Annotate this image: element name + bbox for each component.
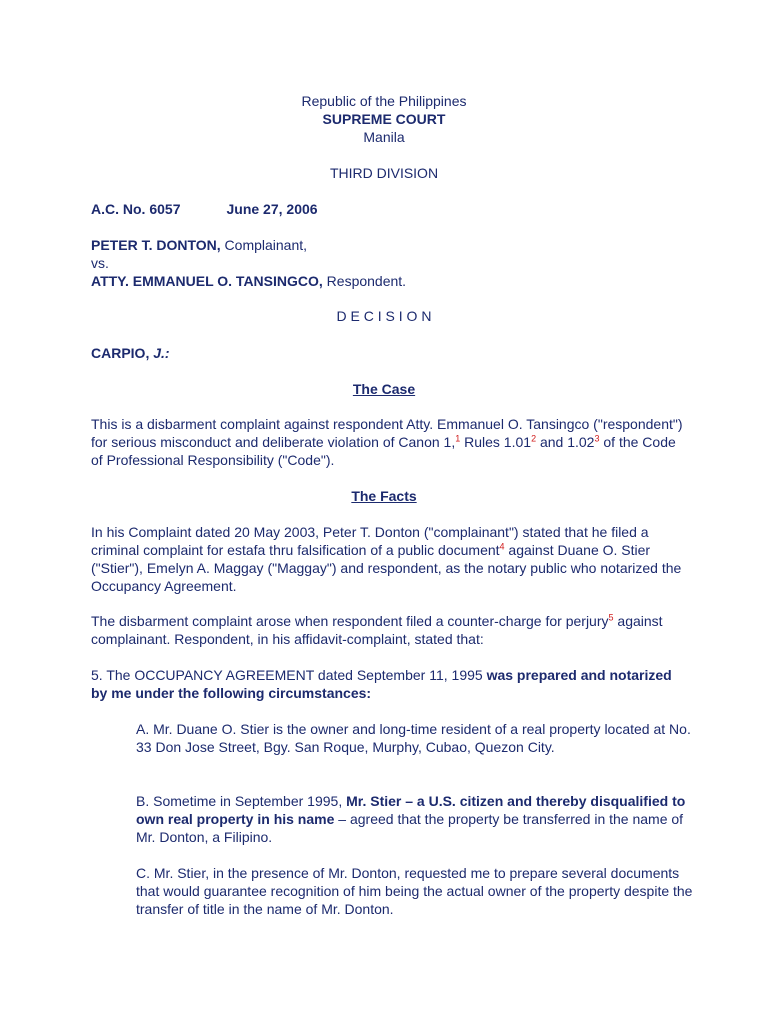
- quoted-item-c: C. Mr. Stier, in the presence of Mr. Donton, requested me to prepare several documents that would guarantee recognition of him being the actual owner of the property despite the transfer of title in the name of Mr. Donton.: [136, 865, 693, 917]
- quoted-item-a: A. Mr. Duane O. Stier is the owner and long-time resident of a real property located at No. 33 Don Jose Street, Bgy. San Roque, Murphy, Cubao, Quezon City.: [136, 721, 691, 755]
- case-paragraph: [91, 415, 691, 469]
- complainant-line: [91, 236, 691, 254]
- heading-the-case: The Case: [352, 381, 416, 397]
- decision-title: D E C I S I O N: [336, 308, 432, 324]
- case-number: A.C. No. 6057: [91, 201, 181, 217]
- footnote-5[interactable]: 5: [608, 612, 614, 623]
- respondent-role: Respondent.: [322, 273, 407, 289]
- footnote-4[interactable]: 4: [499, 541, 505, 552]
- case-line: [91, 200, 691, 218]
- quoted-item-5: [91, 666, 691, 702]
- facts-paragraph-1: [91, 523, 691, 595]
- complainant-name: PETER T. DONTON,: [91, 237, 221, 253]
- footnote-2[interactable]: 2: [531, 433, 537, 444]
- itemB-text-c: – agreed that the property be transferred in the name of Mr. Donton, a Filipino.: [136, 811, 684, 845]
- facts-paragraph-2: [91, 612, 691, 648]
- ponente-suffix: J.:: [153, 345, 170, 361]
- case-text-1: This is a disbarment complaint against respondent Atty. Emmanuel O. Tansingco ("respondent") for serious misconduct and deliberate violation of Canon 1,: [91, 416, 683, 450]
- city-line: Manila: [363, 129, 405, 145]
- item5-text: 5. The OCCUPANCY AGREEMENT dated September 11, 1995: [91, 667, 487, 683]
- facts-text-2b: against complainant. Respondent, in his affidavit-complaint, stated that:: [91, 613, 663, 647]
- case-text-3: and 1.02: [536, 434, 595, 450]
- ponente: [91, 344, 691, 362]
- court-name: SUPREME COURT: [322, 111, 446, 127]
- republic-line: Republic of the Philippines: [301, 93, 467, 109]
- case-text-2: Rules 1.01: [460, 434, 532, 450]
- footnote-3[interactable]: 3: [594, 433, 600, 444]
- case-date: June 27, 2006: [226, 201, 318, 217]
- quoted-item-b: [136, 792, 696, 846]
- case-text-4: of the Code of Professional Responsibility ("Code").: [91, 434, 676, 468]
- ponente-name: CARPIO,: [91, 345, 154, 361]
- respondent-name: ATTY. EMMANUEL O. TANSINGCO,: [91, 273, 323, 289]
- complainant-role: Complainant,: [220, 237, 308, 253]
- facts-text-2a: The disbarment complaint arose when respondent filed a counter-charge for perjury: [91, 613, 609, 629]
- parties: [91, 236, 691, 290]
- division-line: THIRD DIVISION: [329, 165, 439, 181]
- versus: vs.: [91, 255, 109, 271]
- heading-the-facts: The Facts: [351, 488, 417, 504]
- facts-text-1b: against Duane O. Stier ("Stier"), Emelyn A. Maggay ("Maggay") and respondent, as the notary public who notarized the Occupancy Agreement.: [91, 542, 682, 594]
- court-header: [0, 92, 768, 146]
- item5-bold: was prepared and notarized by me under the following circumstances:: [91, 667, 672, 701]
- itemB-text-a: B. Sometime in September 1995,: [136, 793, 347, 809]
- itemB-bold: Mr. Stier – a U.S. citizen and thereby disqualified to own real property in his name: [136, 793, 686, 827]
- respondent-line: [91, 272, 691, 290]
- facts-text-1a: In his Complaint dated 20 May 2003, Peter T. Donton ("complainant") stated that he filed a criminal complaint for estafa thru falsification of a public document: [91, 524, 649, 558]
- footnote-1[interactable]: 1: [455, 433, 461, 444]
